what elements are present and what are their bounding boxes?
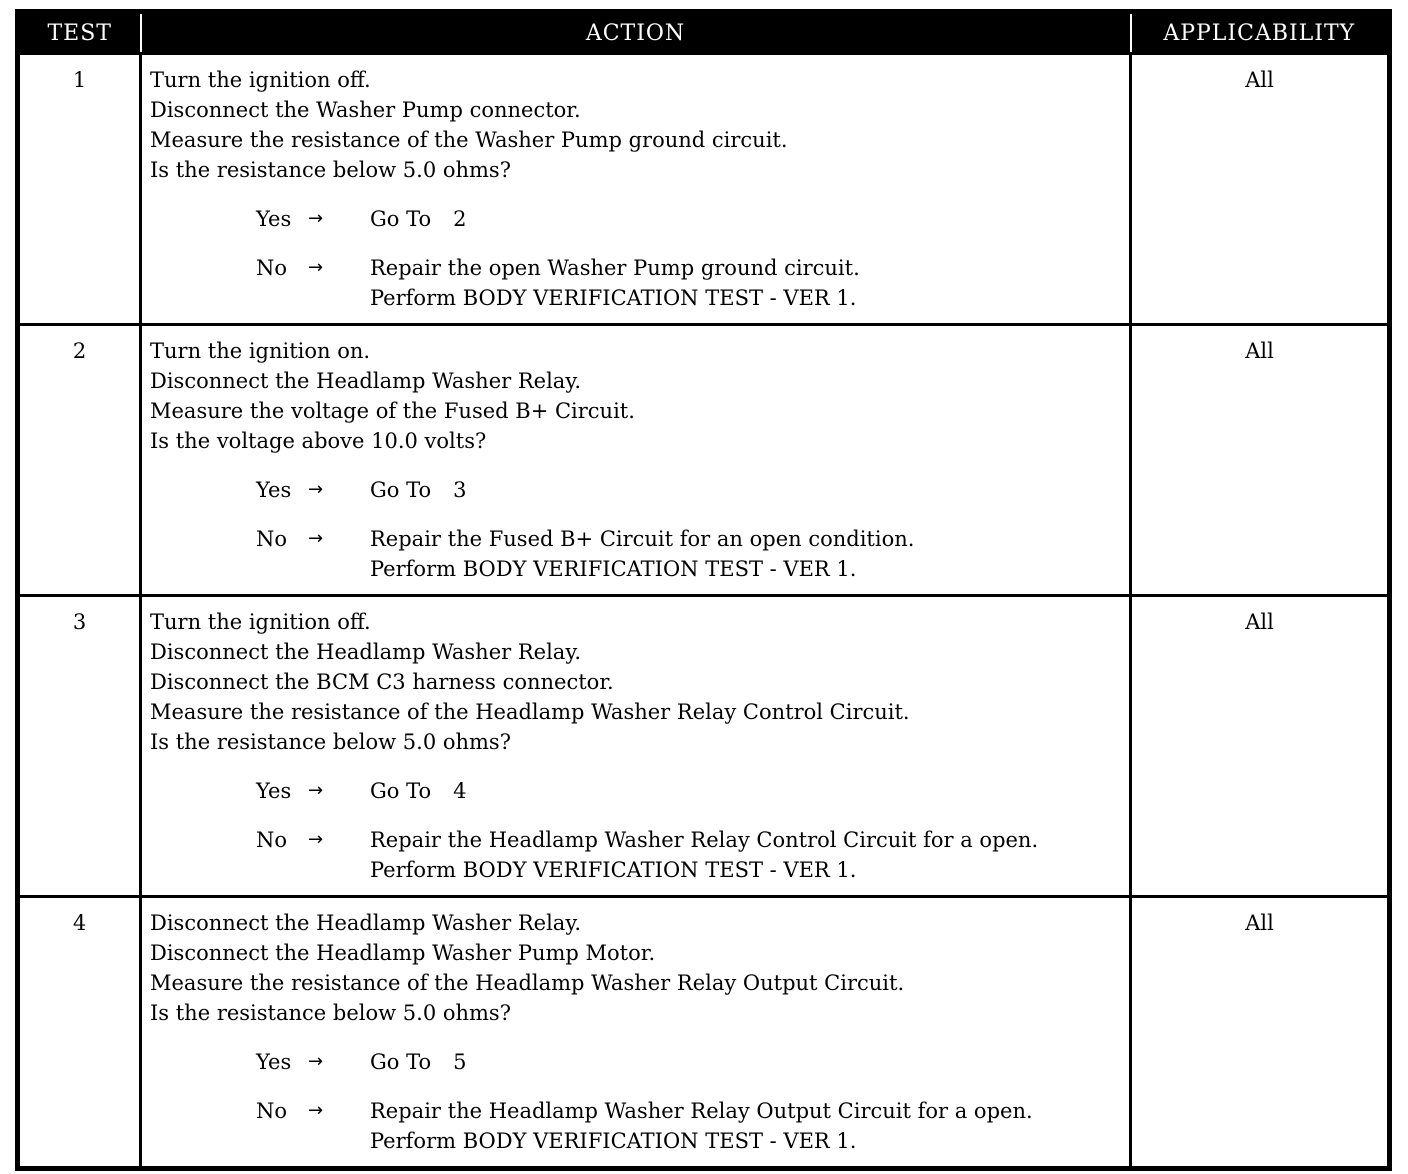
goto-test-number: 2	[453, 207, 467, 231]
action-step: Disconnect the BCM C3 harness connector.	[150, 670, 614, 694]
header-row	[18, 12, 1390, 54]
no-outcome	[256, 1096, 1119, 1156]
table-body	[18, 54, 1390, 1169]
no-action-line: Repair the open Washer Pump ground circuit.	[370, 256, 860, 280]
action-step: Measure the resistance of the Washer Pump ground circuit.	[150, 128, 788, 152]
header-test: TEST	[18, 12, 141, 54]
action-step: Disconnect the Headlamp Washer Relay.	[150, 369, 582, 393]
no-label: No	[256, 256, 288, 280]
arrow-right-icon: →	[308, 479, 324, 500]
no-outcome	[256, 253, 1119, 313]
no-label: No	[256, 828, 288, 852]
arrow-right-icon: →	[308, 1100, 324, 1121]
arrow-right-icon: →	[308, 829, 324, 850]
no-action-line: Perform BODY VERIFICATION TEST - VER 1.	[370, 286, 857, 310]
action-step: Disconnect the Headlamp Washer Relay.	[150, 640, 582, 664]
applicability-cell: All	[1131, 54, 1390, 325]
action-steps	[150, 65, 1119, 185]
diagnostic-test-table	[15, 9, 1392, 1171]
action-step: Is the resistance below 5.0 ohms?	[150, 730, 511, 754]
action-step: Turn the ignition on.	[150, 339, 371, 363]
table-row	[18, 54, 1390, 325]
arrow-right-icon: →	[308, 208, 324, 229]
arrow-right-icon: →	[308, 1051, 324, 1072]
test-number: 2	[18, 325, 141, 596]
action-step: Turn the ignition off.	[150, 610, 371, 634]
header-action: ACTION	[141, 12, 1131, 54]
action-cell	[141, 596, 1131, 897]
yes-outcome	[256, 1047, 1119, 1077]
goto-test-number: 3	[453, 478, 467, 502]
applicability-cell: All	[1131, 596, 1390, 897]
no-outcome	[256, 524, 1119, 584]
action-cell	[141, 325, 1131, 596]
no-action-text	[370, 253, 860, 313]
action-step: Disconnect the Headlamp Washer Pump Motor.	[150, 941, 656, 965]
table-row	[18, 325, 1390, 596]
goto-label: Go To	[370, 478, 432, 502]
yes-label: Yes	[256, 478, 292, 502]
action-step: Is the resistance below 5.0 ohms?	[150, 158, 511, 182]
test-number: 4	[18, 897, 141, 1169]
action-step: Is the resistance below 5.0 ohms?	[150, 1001, 511, 1025]
applicability-cell: All	[1131, 325, 1390, 596]
action-step: Measure the voltage of the Fused B+ Circuit.	[150, 399, 635, 423]
action-step: Disconnect the Washer Pump connector.	[150, 98, 581, 122]
no-action-line: Perform BODY VERIFICATION TEST - VER 1.	[370, 1129, 857, 1153]
action-steps	[150, 607, 1119, 757]
goto-label: Go To	[370, 779, 432, 803]
test-number: 1	[18, 54, 141, 325]
no-label: No	[256, 1099, 288, 1123]
yes-label: Yes	[256, 779, 292, 803]
no-action-line: Repair the Headlamp Washer Relay Output Circuit for a open.	[370, 1099, 1033, 1123]
test-number: 3	[18, 596, 141, 897]
action-steps	[150, 336, 1119, 456]
action-cell	[141, 897, 1131, 1169]
action-cell	[141, 54, 1131, 325]
no-label: No	[256, 527, 288, 551]
action-step: Disconnect the Headlamp Washer Relay.	[150, 911, 582, 935]
arrow-right-icon: →	[308, 528, 324, 549]
goto-label: Go To	[370, 1050, 432, 1074]
header-applicability: APPLICABILITY	[1131, 12, 1390, 54]
action-step: Is the voltage above 10.0 volts?	[150, 429, 487, 453]
no-action-text	[370, 524, 914, 584]
table-row	[18, 897, 1390, 1169]
action-step: Turn the ignition off.	[150, 68, 371, 92]
action-steps	[150, 908, 1119, 1028]
arrow-right-icon: →	[308, 780, 324, 801]
goto-test-number: 4	[453, 779, 467, 803]
no-action-line: Repair the Headlamp Washer Relay Control Circuit for a open.	[370, 828, 1039, 852]
goto-test-number: 5	[453, 1050, 467, 1074]
no-action-text	[370, 1096, 1033, 1156]
no-action-text	[370, 825, 1038, 885]
arrow-right-icon: →	[308, 257, 324, 278]
action-step: Measure the resistance of the Headlamp Washer Relay Output Circuit.	[150, 971, 905, 995]
no-outcome	[256, 825, 1119, 885]
yes-outcome	[256, 475, 1119, 505]
yes-label: Yes	[256, 1050, 292, 1074]
applicability-cell: All	[1131, 897, 1390, 1169]
no-action-line: Repair the Fused B+ Circuit for an open condition.	[370, 527, 915, 551]
action-step: Measure the resistance of the Headlamp Washer Relay Control Circuit.	[150, 700, 910, 724]
table-row	[18, 596, 1390, 897]
no-action-line: Perform BODY VERIFICATION TEST - VER 1.	[370, 557, 857, 581]
yes-outcome	[256, 776, 1119, 806]
yes-outcome	[256, 204, 1119, 234]
goto-label: Go To	[370, 207, 432, 231]
no-action-line: Perform BODY VERIFICATION TEST - VER 1.	[370, 858, 857, 882]
yes-label: Yes	[256, 207, 292, 231]
